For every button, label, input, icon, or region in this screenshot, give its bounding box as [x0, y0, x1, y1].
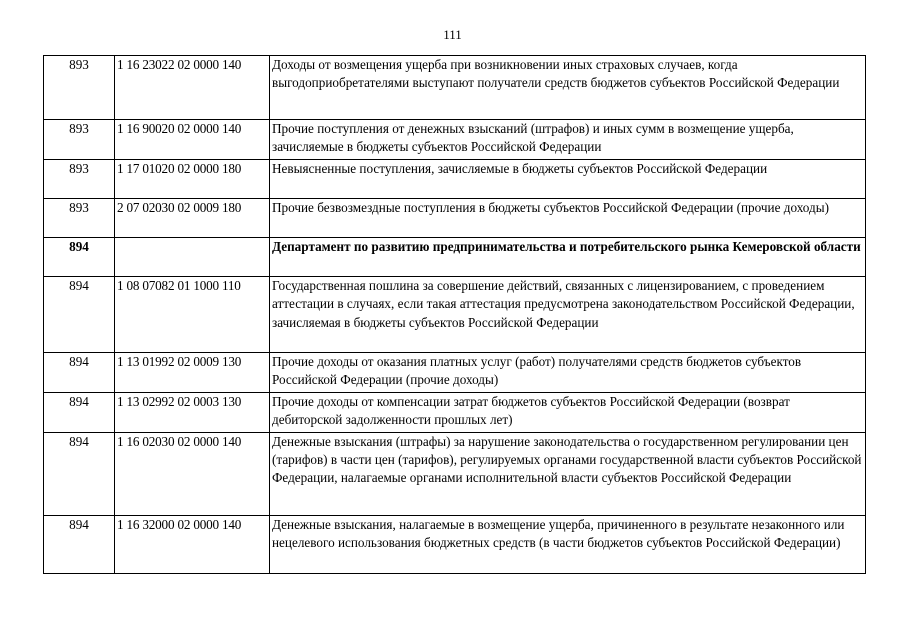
revenue-code-cell	[115, 237, 270, 276]
revenue-name-cell: Денежные взыскания, налагаемые в возмещение ущерба, причиненного в результате незаконного или нецелевого использования бюджетных средств (в части бюджетов субъектов Российской Федерации)	[270, 515, 866, 573]
admin-code-cell: 894	[44, 352, 115, 392]
table-row	[44, 56, 866, 120]
admin-code-cell: 894	[44, 392, 115, 432]
revenue-code-cell: 1 16 23022 02 0000 140	[115, 56, 270, 120]
revenue-name-cell: Департамент по развитию предпринимательства и потребительского рынка Кемеровской области	[270, 237, 866, 276]
revenue-code-cell: 1 16 02030 02 0000 140	[115, 432, 270, 515]
revenue-code-cell: 1 16 32000 02 0000 140	[115, 515, 270, 573]
revenue-code-cell: 2 07 02030 02 0009 180	[115, 198, 270, 237]
table-row	[44, 515, 866, 573]
revenue-name-cell: Прочие безвозмездные поступления в бюджеты субъектов Российской Федерации (прочие доходы)	[270, 198, 866, 237]
revenue-name-cell: Денежные взыскания (штрафы) за нарушение законодательства о государственном регулировании цен (тарифов) в части цен (тарифов), регулируемых органами государственной власти субъектов Российской Федерации, налагаемые органами исполнительной власти субъектов Российской Федерации	[270, 432, 866, 515]
table-row	[44, 276, 866, 352]
admin-code-cell: 893	[44, 198, 115, 237]
table-row	[44, 198, 866, 237]
admin-code-cell: 893	[44, 56, 115, 120]
table-body	[44, 56, 866, 574]
table-row	[44, 159, 866, 198]
revenue-codes-table	[43, 55, 866, 574]
table-row	[44, 237, 866, 276]
table-row	[44, 392, 866, 432]
admin-code-cell: 894	[44, 432, 115, 515]
revenue-code-cell: 1 13 01992 02 0009 130	[115, 352, 270, 392]
revenue-code-cell: 1 16 90020 02 0000 140	[115, 120, 270, 160]
table-row	[44, 352, 866, 392]
admin-code-cell: 894	[44, 276, 115, 352]
revenue-name-cell: Прочие доходы от оказания платных услуг (работ) получателями средств бюджетов субъектов Российской Федерации (прочие доходы)	[270, 352, 866, 392]
revenue-name-cell: Прочие доходы от компенсации затрат бюджетов субъектов Российской Федерации (возврат дебиторской задолженности прошлых лет)	[270, 392, 866, 432]
revenue-code-cell: 1 13 02992 02 0003 130	[115, 392, 270, 432]
revenue-name-cell: Доходы от возмещения ущерба при возникновении иных страховых случаев, когда выгодоприобретателями выступают получатели средств бюджетов субъектов Российской Федерации	[270, 56, 866, 120]
revenue-name-cell: Государственная пошлина за совершение действий, связанных с лицензированием, с проведением аттестации в случаях, если такая аттестация предусмотрена законодательством Российской Федерации, зачисляемая в бюджеты субъектов Российской Федерации	[270, 276, 866, 352]
revenue-code-cell: 1 08 07082 01 1000 110	[115, 276, 270, 352]
admin-code-cell: 893	[44, 120, 115, 160]
admin-code-cell: 893	[44, 159, 115, 198]
admin-code-cell: 894	[44, 515, 115, 573]
admin-code-cell: 894	[44, 237, 115, 276]
revenue-name-cell: Прочие поступления от денежных взысканий (штрафов) и иных сумм в возмещение ущерба, зачисляемые в бюджеты субъектов Российской Федерации	[270, 120, 866, 160]
table-row	[44, 432, 866, 515]
page-number: 111	[443, 27, 462, 42]
revenue-name-cell: Невыясненные поступления, зачисляемые в бюджеты субъектов Российской Федерации	[270, 159, 866, 198]
revenue-code-cell: 1 17 01020 02 0000 180	[115, 159, 270, 198]
table-row	[44, 120, 866, 160]
